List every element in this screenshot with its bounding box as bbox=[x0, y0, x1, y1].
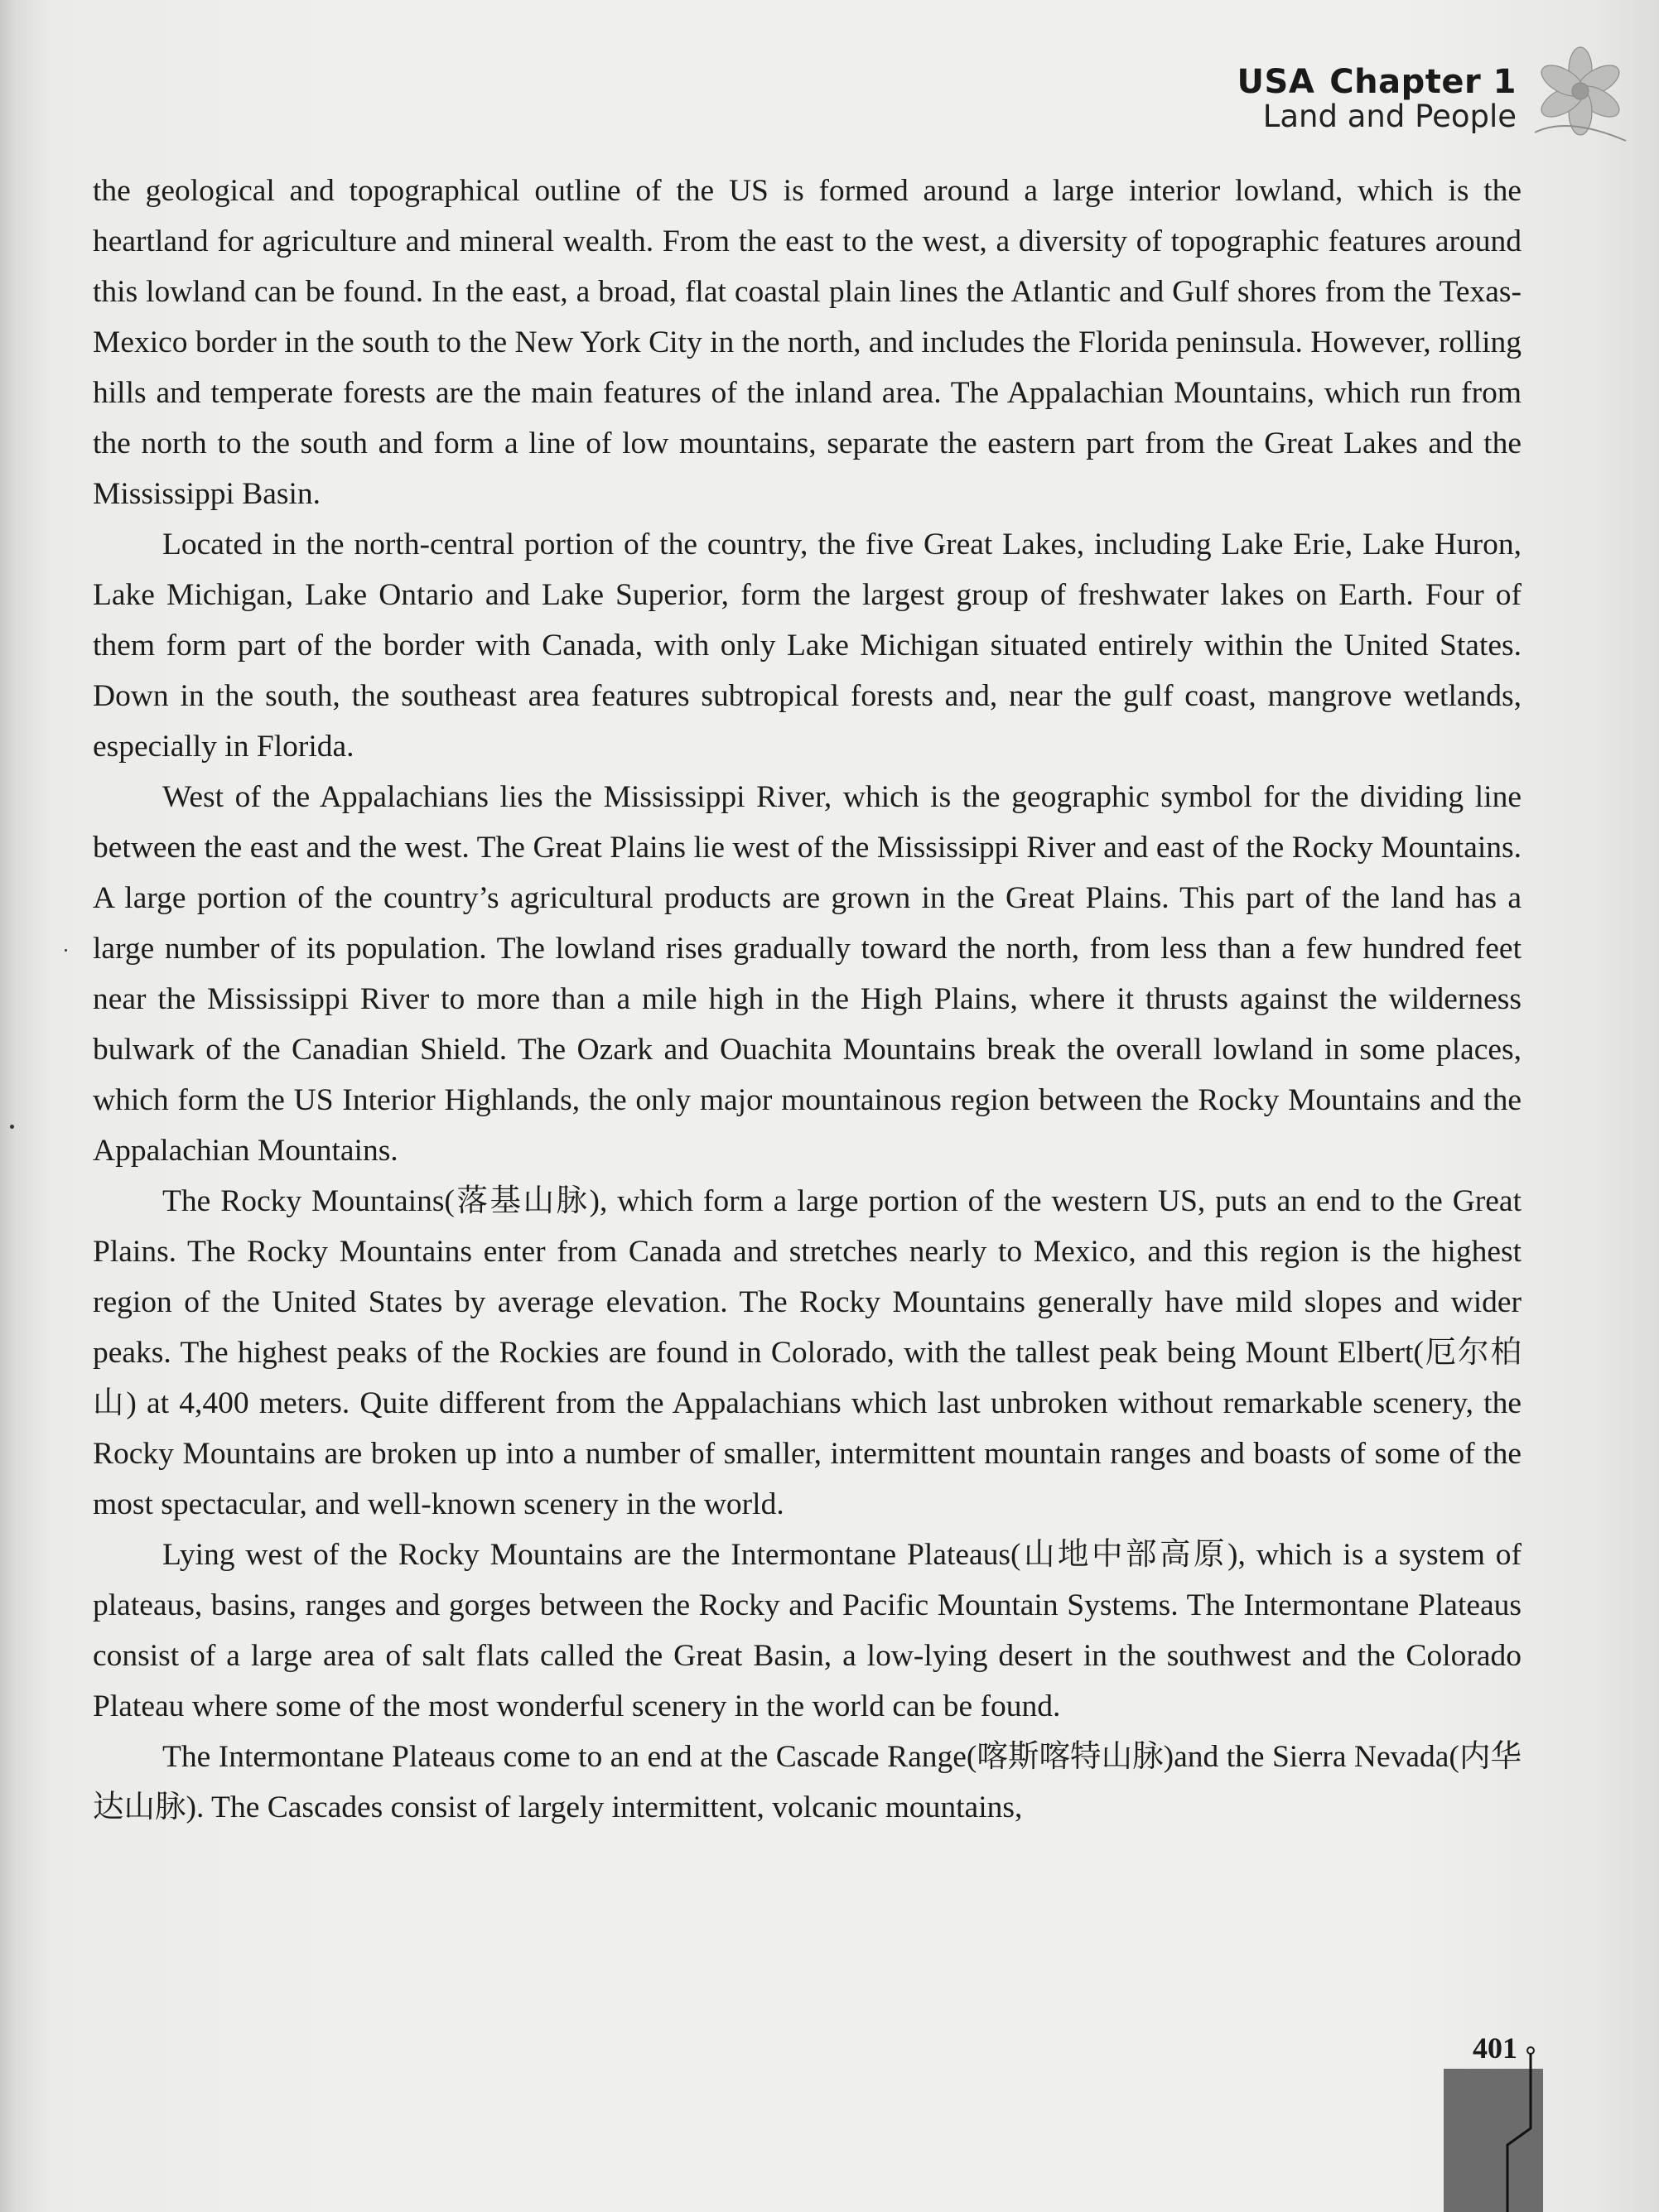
running-head bbox=[1237, 65, 1517, 133]
header-book-chapter bbox=[1237, 65, 1517, 99]
body-text bbox=[93, 166, 1522, 1833]
paragraph: Lying west of the Rocky Mountains are the Intermontane Plateaus(山地中部高原), which is a system of plateaus, basins, ranges and gorges between the Rocky and Pacific Mountain Systems. The Intermontane Plateaus consist of a large area of salt flats called the Great Basin, a low-lying desert in the southwest and the Colorado Plateau where some of the most wonderful scenery in the world can be found. bbox=[93, 1538, 1522, 1723]
header-section: Land and People bbox=[1262, 99, 1517, 134]
paragraph: The Rocky Mountains(落基山脉), which form a large portion of the western US, puts an end to the Great Plains. The Rocky Mountains enter from Canada and stretches nearly to Mexico, and this region is the highest region of the United States by average elevation. The Rocky Mountains generally have mild slopes and wider peaks. The highest peaks of the Rockies are found in Colorado, with the tallest peak being Mount Elbert(厄尔柏山) at 4,400 meters. Quite different from the Appalachians which last unbroken without remarkable scenery, the Rocky Mountains are broken up into a number of smaller, intermittent mountain ranges and boasts of some of the most spectacular, and well-known scenery in the world. bbox=[93, 1184, 1522, 1521]
page-number: 401 bbox=[1473, 2031, 1517, 2065]
header-book: USA bbox=[1237, 63, 1315, 101]
margin-mark bbox=[10, 1125, 14, 1129]
flower-decoration-icon bbox=[1518, 33, 1642, 157]
paragraph: West of the Appalachians lies the Mississippi River, which is the geographic symbol for the dividing line between the east and the west. The Great Plains lie west of the Mississippi River and east of the Rocky Mountains. A large portion of the country’s agricultural products are grown in the Great Plains. This part of the land has a large number of its population. The lowland rises gradually toward the north, from less than a few hundred feet near the Mississippi River to more than a mile high in the High Plains, where it thrusts against the wilderness bulwark of the Canadian Shield. The Ozark and Ouachita Mountains break the overall lowland in some places, which form the US Interior Highlands, the only major mountainous region between the Rocky Mountains and the Appalachian Mountains. bbox=[93, 780, 1522, 1168]
paragraph: the geological and topographical outline of the US is formed around a large interior lowland, which is the heartland for agriculture and mineral wealth. From the east to the west, a diversity of topographic features around this lowland can be found. In the east, a broad, flat coastal plain lines the Atlantic and Gulf shores from the Texas-Mexico border in the south to the New York City in the north, and includes the Florida peninsula. However, rolling hills and temperate forests are the main features of the inland area. The Appalachian Mountains, which run from the north to the south and form a line of low mountains, separate the eastern part from the Great Lakes and the Mississippi Basin. bbox=[93, 174, 1522, 511]
header-chapter: Chapter 1 bbox=[1329, 63, 1517, 101]
paragraph: Located in the north-central portion of the country, the five Great Lakes, including Lake Erie, Lake Huron, Lake Michigan, Lake Ontario and Lake Superior, form the largest group of freshwater lakes on Earth. Four of them form part of the border with Canada, with only Lake Michigan situated entirely within the United States. Down in the south, the southeast area features subtropical forests and, near the gulf coast, mangrove wetlands, especially in Florida. bbox=[93, 528, 1522, 764]
margin-mark bbox=[65, 949, 67, 952]
paragraph: The Intermontane Plateaus come to an end at the Cascade Range(喀斯喀特山脉)and the Sierra Nevada(内华达山脉). The Cascades consist of largely intermittent, volcanic mountains, bbox=[93, 1740, 1522, 1824]
